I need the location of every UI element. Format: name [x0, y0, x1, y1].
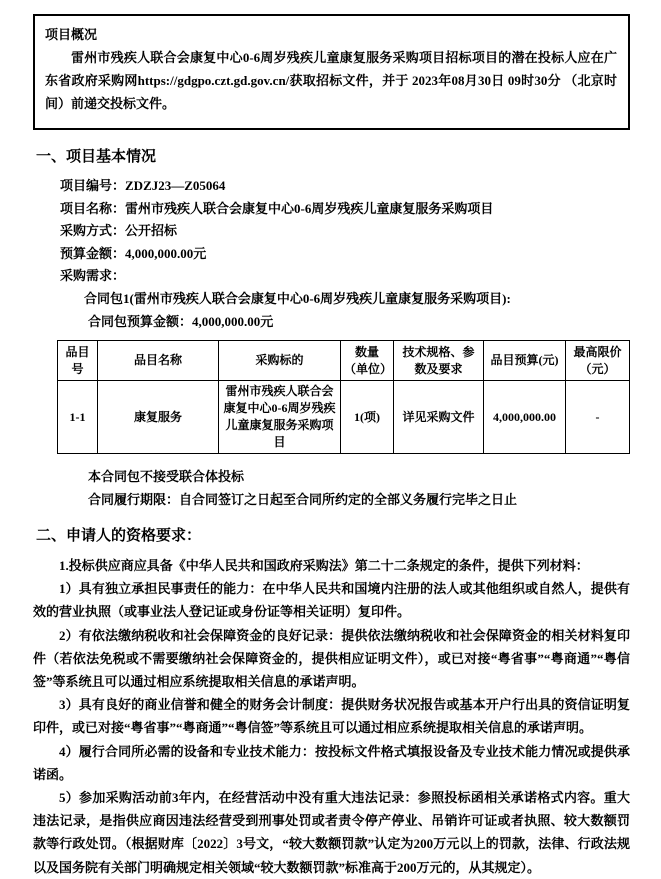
qualification-paragraph-5: 4）履行合同所必需的设备和专业技术能力：按投标文件格式填报设备及专业技术能力情况或提供承诺函。: [33, 743, 630, 782]
qualification-paragraph-2: 1）具有独立承担民事责任的能力：在中华人民共和国境内注册的法人或其他组织或自然人，提供有效的营业执照（或事业法人登记证或身份证等相关证明）复印件。: [33, 581, 630, 620]
table-header-cell-item-no: 品目号: [58, 341, 98, 381]
table-cell-quantity: 1(项): [341, 381, 394, 454]
contract-package-line: 合同包1(雷州市残疾人联合会康复中心0-6周岁残疾儿童康复服务采购项目):: [84, 290, 511, 306]
table-header-cell-subject: 采购标的: [219, 341, 341, 381]
table-cell-specs: 详见采购文件: [394, 381, 484, 454]
table-cell-budget: 4,000,000.00: [484, 381, 566, 454]
field-value: 公开招标: [125, 223, 178, 238]
field-label: 采购需求：: [60, 268, 126, 283]
section2-heading: 二、申请人的资格要求：: [36, 528, 202, 544]
overview-body: 雷州市残疾人联合会康复中心0-6周岁残疾儿童康复服务采购项目招标项目的潜在投标人应在广东省政府采购网https://gdgpo.czt.gd.gov.cn/获取招标文件，并于 2023年08月30日 09时30分 （北京时间）前递交投标文件。: [45, 50, 617, 111]
field-project-name: [60, 198, 630, 221]
qualification-paragraph-6: 5）参加采购活动前3年内，在经营活动中没有重大违法记录：参照投标函相关承诺格式内容。重大违法记录，是指供应商因违法经营受到刑事处罚或者责令停产停业、吊销许可证或者执照、较大数额罚款等行政处罚。（根据财库〔2022〕3号文，“较大数额罚款”认定为200万元以上的罚款，法律、行政法规以及国务院有关部门明确规定相关领域“较大数额罚款”标准高于200万元的，从其规定）。: [33, 790, 630, 875]
project-overview-box: [33, 14, 630, 130]
table-header-cell-budget: 品目预算(元): [484, 341, 566, 381]
section1-fields: [33, 175, 630, 288]
overview-title: 项目概况: [45, 27, 98, 42]
table-cell-max-price: -: [566, 381, 630, 454]
table-cell-item-name: 康复服务: [98, 381, 219, 454]
note-contract-performance-period: 合同履行期限：自合同签订之日起至合同所约定的全部义务履行完毕之日止: [88, 492, 518, 507]
contract-budget-line: 合同包预算金额：4,000,000.00元: [88, 314, 274, 329]
table-header-cell-quantity: 数量（单位）: [341, 341, 394, 381]
field-label: 项目编号：: [60, 178, 126, 193]
field-value: 4,000,000.00元: [125, 245, 207, 261]
field-project-number: [60, 175, 630, 198]
table-header-cell-max-price: 最高限价（元）: [566, 341, 630, 381]
qualification-paragraph-4: 3）具有良好的商业信誉和健全的财务会计制度：提供财务状况报告或基本开户行出具的资信证明复印件，或已对接“粤省事”“粤商通”“粤信签”等系统且可以通过相应系统提取相关信息的承诺声明。: [33, 697, 630, 736]
qualification-paragraphs: [33, 554, 630, 879]
table-cell-subject: 雷州市残疾人联合会康复中心0-6周岁残疾儿童康复服务采购项目: [219, 381, 341, 454]
field-label: 预算金额：: [60, 245, 126, 261]
table-cell-item-no: 1-1: [58, 381, 98, 454]
qualification-paragraph-1: 1.投标供应商应具备《中华人民共和国政府采购法》第二十二条规定的条件，提供下列材料：: [59, 558, 589, 573]
field-label: 项目名称：: [60, 200, 126, 216]
field-procurement-method: [60, 220, 630, 243]
table-header-cell-item-name: 品目名称: [98, 341, 219, 381]
field-procurement-demand: [60, 265, 630, 288]
section1-heading: 一、项目基本情况: [36, 149, 157, 165]
field-label: 采购方式：: [60, 223, 126, 238]
field-value: ZDZJ23—Z05064: [125, 178, 226, 193]
contract-notes: [33, 465, 630, 511]
field-value: 雷州市残疾人联合会康复中心0-6周岁残疾儿童康复服务采购项目: [125, 200, 494, 216]
table-header-row: [58, 341, 630, 381]
table-header-cell-specs: 技术规格、参数及要求: [394, 341, 484, 381]
qualification-paragraph-3: 2）有依法缴纳税收和社会保障资金的良好记录：提供依法缴纳税收和社会保障资金的相关材料复印件（若依法免税或不需要缴纳社会保障资金的，提供相应证明文件），或已对接“粤省事”“粤商通”“粤信签”等系统且可以通过相应系统提取相关信息的承诺声明。: [33, 627, 630, 690]
field-budget-amount: [60, 243, 630, 266]
items-table: [57, 340, 630, 454]
table-row: [58, 381, 630, 454]
note-no-joint-bidding: 本合同包不接受联合体投标: [88, 469, 245, 484]
